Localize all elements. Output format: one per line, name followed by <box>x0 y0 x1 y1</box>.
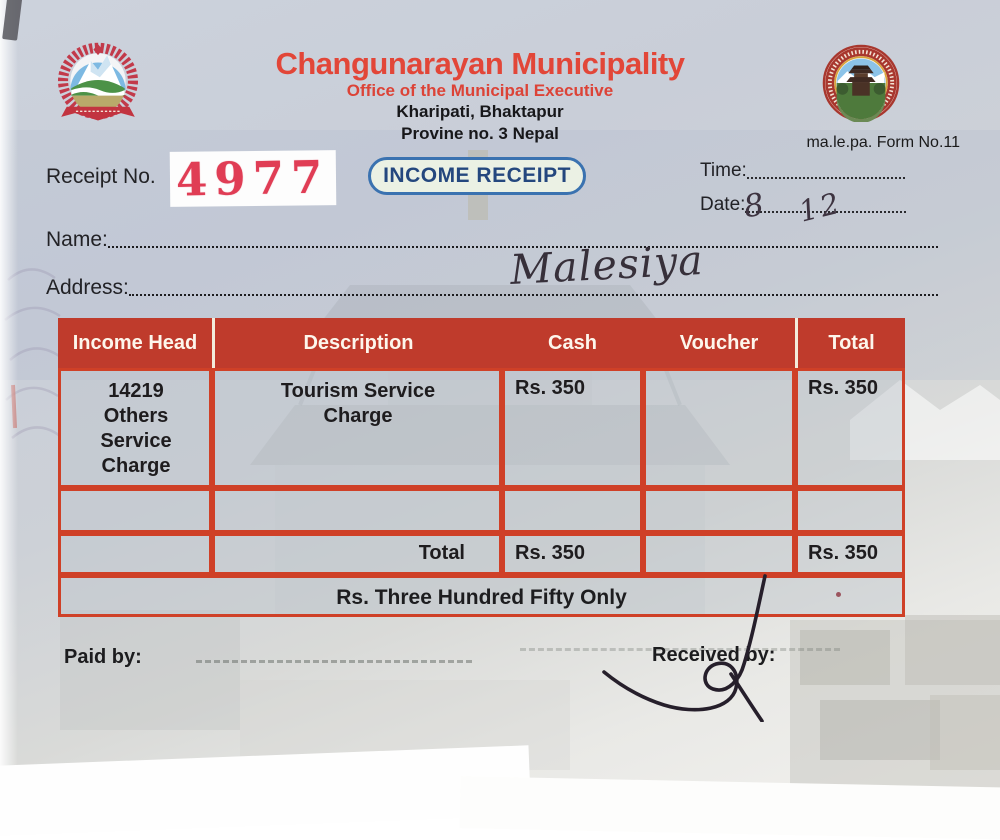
total-total-cell: Rs. 350 <box>795 533 905 575</box>
date-label: Date: <box>700 194 746 215</box>
income-receipt-badge: INCOME RECEIPT <box>368 157 586 195</box>
name-field <box>46 228 938 252</box>
table-row-empty <box>58 488 905 533</box>
total-voucher-cell <box>643 533 795 575</box>
torn-bottom-right-edge <box>460 776 1000 840</box>
total-label-cell: Total <box>212 533 502 575</box>
time-dotted-line <box>747 177 905 179</box>
cell-voucher <box>643 488 795 533</box>
amount-in-words: Rs. Three Hundred Fifty Only <box>58 575 905 617</box>
date-handwriting-day: 8 <box>741 186 767 226</box>
form-number: ma.le.pa. Form No.11 <box>806 134 960 151</box>
cell-description: Tourism Service Charge <box>212 368 502 488</box>
col-header-description: Description <box>212 318 502 368</box>
address-field <box>46 276 938 300</box>
ink-dot <box>836 592 841 597</box>
table-total-row <box>58 533 905 575</box>
header-address: Kharipati, Bhaktapur <box>396 101 564 121</box>
receipt-number-stamp: 4977 <box>175 150 330 207</box>
received-by-label: Received by: <box>652 644 776 666</box>
time-field <box>700 160 905 182</box>
municipality-title: Changunarayan Municipality <box>275 46 685 81</box>
receipt-no-label: Receipt No. <box>46 165 156 188</box>
time-label: Time: <box>700 160 747 181</box>
torn-left-edge <box>0 0 18 800</box>
date-handwriting-month: 12 <box>795 185 846 229</box>
col-header-income-head: Income Head <box>72 331 198 354</box>
cell-total <box>795 488 905 533</box>
office-subtitle: Office of the Municipal Executive <box>346 81 614 100</box>
received-by-signature <box>600 572 810 722</box>
cell-description <box>212 488 502 533</box>
cell-income-head-empty <box>58 533 212 575</box>
cell-cash: Rs. 350 <box>502 368 643 488</box>
address-handwriting: Malesiya <box>508 235 705 295</box>
address-dotted-line <box>129 294 938 296</box>
cell-income-head: 14219 Others Service Charge <box>58 368 212 488</box>
nepal-emblem-icon <box>52 42 144 130</box>
cell-income-head <box>58 488 212 533</box>
col-header-cash: Cash <box>548 331 597 354</box>
paid-by-label: Paid by: <box>64 646 142 668</box>
total-cash-cell: Rs. 350 <box>502 533 643 575</box>
header-block <box>190 48 770 143</box>
table-header-row <box>58 318 905 368</box>
header-province: Provine no. 3 Nepal <box>401 123 559 143</box>
cell-total: Rs. 350 <box>795 368 905 488</box>
col-header-total: Total <box>795 318 905 368</box>
col-header-voucher: Voucher <box>679 331 759 354</box>
address-label: Address: <box>46 276 129 299</box>
cell-voucher <box>643 368 795 488</box>
municipality-seal-icon <box>822 44 900 122</box>
photo-plinth-detail <box>196 660 472 663</box>
cell-cash <box>502 488 643 533</box>
name-label: Name: <box>46 228 108 251</box>
table-row <box>58 368 905 488</box>
